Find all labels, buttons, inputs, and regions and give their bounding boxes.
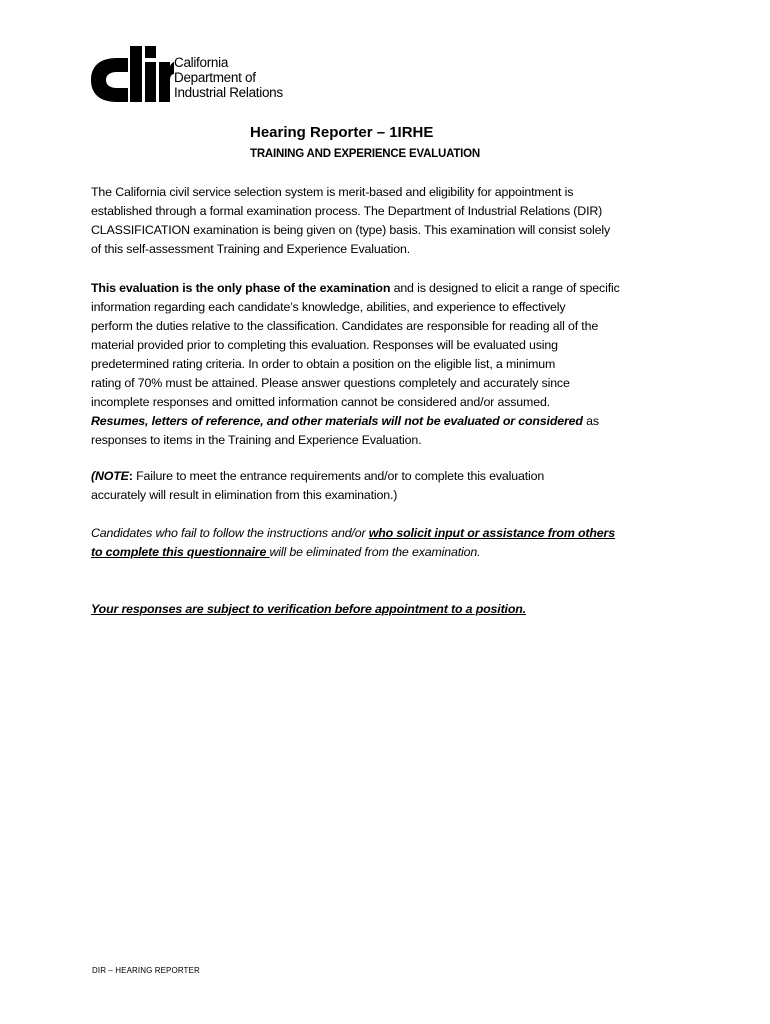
bold-italic-phrase: Resumes, letters of reference, and other materials will not be evaluated or considered	[91, 414, 583, 428]
verification-notice: Your responses are subject to verification before appointment to a position.	[91, 602, 526, 616]
text-line	[91, 467, 683, 486]
text-span: Candidates who fail to follow the instructions and/or	[91, 526, 369, 540]
text-line	[91, 279, 683, 298]
text-span: Failure to meet the entrance requirements and/or to complete this evaluation	[132, 469, 545, 483]
text-line: of this self-assessment Training and Experience Evaluation.	[91, 242, 410, 256]
dir-logo-mark	[90, 44, 174, 108]
text-span: and is designed to elicit a range of specific	[390, 281, 620, 295]
text-line: rating of 70% must be attained. Please answer questions completely and accurately since	[91, 376, 570, 390]
text-line: responses to items in the Training and Experience Evaluation.	[91, 433, 422, 447]
text-line	[91, 600, 683, 619]
dir-logo	[90, 44, 290, 108]
logo-line-industrial-relations: Industrial Relations	[174, 85, 283, 100]
document-subtitle: TRAINING AND EXPERIENCE EVALUATION	[250, 148, 481, 160]
verification-paragraph	[91, 600, 683, 619]
logo-line-department: Department of	[174, 70, 256, 85]
warning-paragraph	[91, 524, 683, 562]
logo-wordmark	[174, 55, 283, 100]
text-line: established through a formal examination process. The Department of Industrial Relations (DIR)	[91, 204, 603, 218]
text-line	[91, 412, 683, 431]
text-line: The California civil service selection system is merit-based and eligibility for appointment is	[91, 185, 574, 199]
text-line: information regarding each candidate’s knowledge, abilities, and experience to effectively	[91, 300, 566, 314]
note-label: (NOTE	[91, 469, 129, 483]
text-line: accurately will result in elimination from this examination.)	[91, 488, 398, 502]
text-line: material provided prior to completing this evaluation. Responses will be evaluated using	[91, 338, 558, 352]
text-line	[91, 524, 683, 543]
note-paragraph	[91, 467, 683, 505]
text-span: will be eliminated from the examination.	[269, 545, 481, 559]
evaluation-paragraph	[91, 279, 683, 450]
text-line: perform the duties relative to the classification. Candidates are responsible for reading all of the	[91, 319, 599, 333]
text-line: CLASSIFICATION examination is being given on (type) basis. This examination will consist solely	[91, 223, 611, 237]
underlined-bold-phrase: who solicit input or assistance from others	[368, 526, 615, 540]
page-footer: DIR – HEARING REPORTER	[92, 966, 200, 975]
text-span: as	[582, 414, 599, 428]
text-line: predetermined rating criteria. In order to obtain a position on the eligible list, a minimum	[91, 357, 556, 371]
document-title: Hearing Reporter – 1IRHE	[250, 124, 434, 141]
bold-phrase: This evaluation is the only phase of the examination	[91, 281, 391, 295]
underlined-bold-phrase: to complete this questionnaire	[91, 545, 270, 559]
logo-line-california: California	[174, 55, 229, 70]
intro-paragraph	[91, 183, 683, 259]
text-line	[91, 543, 683, 562]
text-line: incomplete responses and omitted information cannot be considered and/or assumed.	[91, 395, 550, 409]
note-colon: :	[128, 469, 133, 483]
